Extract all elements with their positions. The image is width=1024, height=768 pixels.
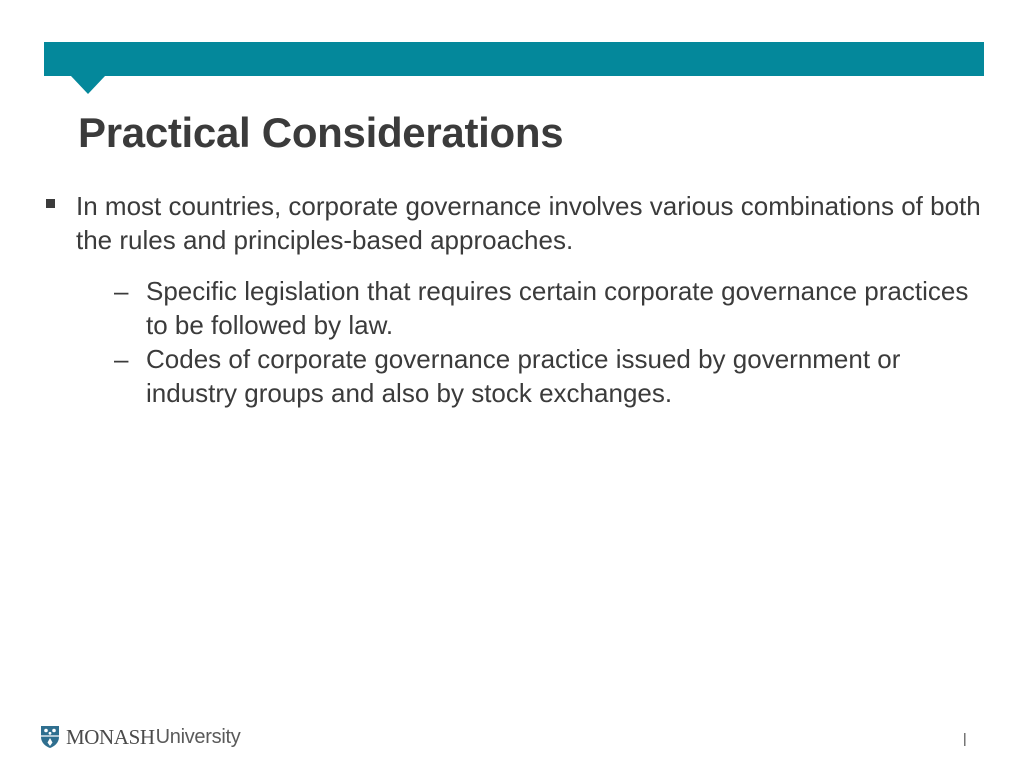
bullet-text: In most countries, corporate governance involves various combinations of both the rules and principles-based approaches. xyxy=(76,191,981,255)
dash-marker: – xyxy=(114,344,129,374)
sub-bullet-list xyxy=(44,274,984,410)
sub-bullet-text: Codes of corporate governance practice issued by government or industry groups and also by stock exchanges. xyxy=(146,344,901,408)
sub-bullet-item xyxy=(114,274,984,342)
square-bullet-icon xyxy=(46,199,55,208)
sub-bullet-item xyxy=(114,342,984,410)
slide-content xyxy=(44,189,984,410)
sub-bullet-text: Specific legislation that requires certain corporate governance practices to be followed by law. xyxy=(146,276,969,340)
page-number: | xyxy=(963,730,967,746)
header-pointer xyxy=(71,76,105,94)
monash-crest-icon xyxy=(40,725,60,749)
logo-wordmark-monash: MONASH xyxy=(66,724,155,749)
bullet-item xyxy=(44,189,984,257)
slide-title: Practical Considerations xyxy=(78,109,564,156)
dash-marker: – xyxy=(114,276,129,306)
monash-logo xyxy=(40,723,240,751)
logo-wordmark-university: University xyxy=(155,725,241,748)
header-bar xyxy=(44,42,984,76)
